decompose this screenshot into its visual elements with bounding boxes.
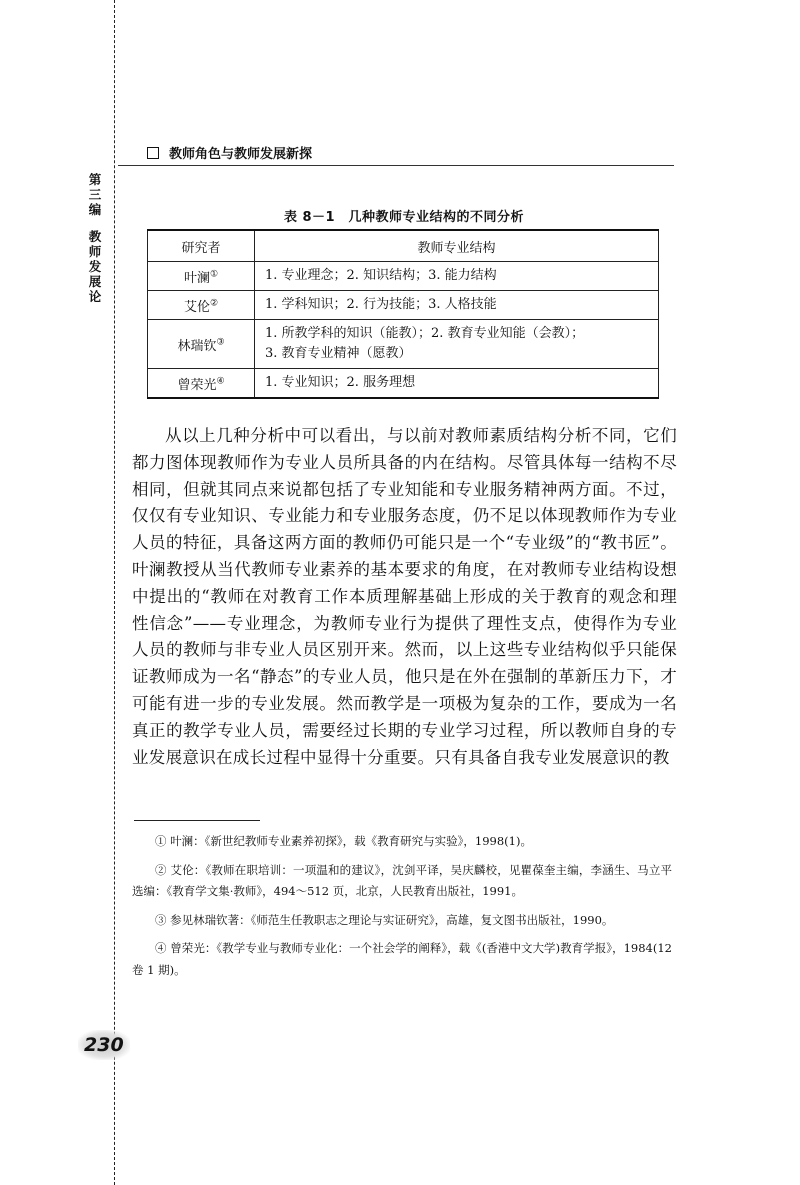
teacher-structure-table bbox=[147, 229, 659, 399]
structure-cell bbox=[255, 320, 659, 369]
footnote-mark: ③ bbox=[216, 337, 225, 348]
side-tab-part: 第三编 bbox=[88, 172, 102, 217]
side-tab-topic: 教师发展论 bbox=[88, 229, 102, 304]
footnote-3: ③ 参见林瑞钦著：《师范生任教职志之理论与实证研究》，高雄，复文图书出版社，1990。 bbox=[155, 912, 614, 927]
table-row bbox=[148, 320, 659, 369]
footnote-1: ① 叶澜：《新世纪教师专业素养初探》，载《教育研究与实验》，1998(1)。 bbox=[155, 834, 532, 848]
structure-line: 1. 专业知识；2. 服务理想 bbox=[265, 375, 416, 390]
square-icon bbox=[147, 147, 159, 159]
structure-cell bbox=[255, 369, 659, 399]
table-header-researcher: 研究者 bbox=[148, 230, 255, 262]
running-head bbox=[147, 143, 312, 162]
table-row bbox=[148, 262, 659, 291]
researcher-cell bbox=[148, 320, 255, 369]
body-text bbox=[132, 423, 677, 771]
page-number: 230 bbox=[78, 1030, 130, 1060]
researcher-name: 曾荣光 bbox=[177, 377, 217, 393]
researcher-name: 林瑞钦 bbox=[177, 338, 217, 354]
structure-line: 1. 所教学科的知识（能教）；2. 教育专业知能（会教）； bbox=[265, 326, 585, 341]
table-row bbox=[148, 291, 659, 320]
structure-cell bbox=[255, 262, 659, 291]
table-header-structure: 教师专业结构 bbox=[255, 230, 659, 262]
researcher-cell bbox=[148, 291, 255, 320]
researcher-cell bbox=[148, 369, 255, 399]
researcher-name: 艾伦 bbox=[183, 299, 210, 315]
binding-cut-line bbox=[114, 0, 115, 1185]
structure-cell bbox=[255, 291, 659, 320]
header-rule bbox=[118, 165, 674, 166]
body-paragraph: 从以上几种分析中可以看出，与以前对教师素质结构分析不同，它们都力图体现教师作为专业人员所具备的内在结构。尽管具体每一结构不尽相同，但就其同点来说都包括了专业知能和专业服务精神两方面。不过，仅仅有专业知识、专业能力和专业服务态度，仍不足以体现教师作为专业人员的特征，具备这两方面的教师仍可能只是一个“专业级”的“教书匠”。叶澜教授从当代教师专业素养的基本要求的角度，在对教师专业结构设想中提出的“教师在对教育工作本质理解基础上形成的关于教育的观念和理性信念”——专业理念，为教师专业行为提供了理性支点，使得作为专业人员的教师与非专业人员区别开来。然而，以上这些专业结构似乎只能保证教师成为一名“静态”的专业人员，他只是在外在强制的革新压力下，才可能有进一步的专业发展。然而教学是一项极为复杂的工作，要成为一名真正的教学专业人员，需要经过长期的专业学习过程，所以教师自身的专业发展意识在成长过程中显得十分重要。只有具备自我专业发展意识的教 bbox=[132, 426, 677, 767]
researcher-name: 叶澜 bbox=[183, 270, 210, 286]
researcher-cell bbox=[148, 262, 255, 291]
footnote-mark: ② bbox=[209, 298, 219, 309]
footnote-mark: ① bbox=[209, 269, 219, 280]
structure-line: 1. 学科知识；2. 行为技能；3. 人格技能 bbox=[265, 297, 497, 312]
structure-line: 1. 专业理念；2. 知识结构；3. 能力结构 bbox=[265, 268, 497, 283]
running-head-title: 教师角色与教师发展新探 bbox=[169, 147, 313, 162]
footnote-4: ④ 曾荣光：《教学专业与教师专业化：一个社会学的阐释》，载《(香港中文大学)教育学报》，1984(12 卷 1 期)。 bbox=[132, 941, 672, 977]
footnote-2: ② 艾伦：《教师在职培训：一项温和的建议》，沈剑平译，吴庆麟校，见瞿葆奎主编，李涵生、马立平选编：《教育学文集·教师》，494～512 页，北京，人民教育出版社，1991。 bbox=[132, 862, 672, 898]
footnote-mark: ④ bbox=[216, 376, 225, 387]
table-caption: 表 8－1 几种教师专业结构的不同分析 bbox=[283, 210, 525, 225]
table-row bbox=[148, 369, 659, 399]
structure-line: 3. 教育专业精神（愿教） bbox=[265, 346, 412, 361]
part-side-tab bbox=[86, 172, 104, 304]
footnotes bbox=[132, 831, 672, 988]
footnote-rule bbox=[134, 820, 260, 821]
